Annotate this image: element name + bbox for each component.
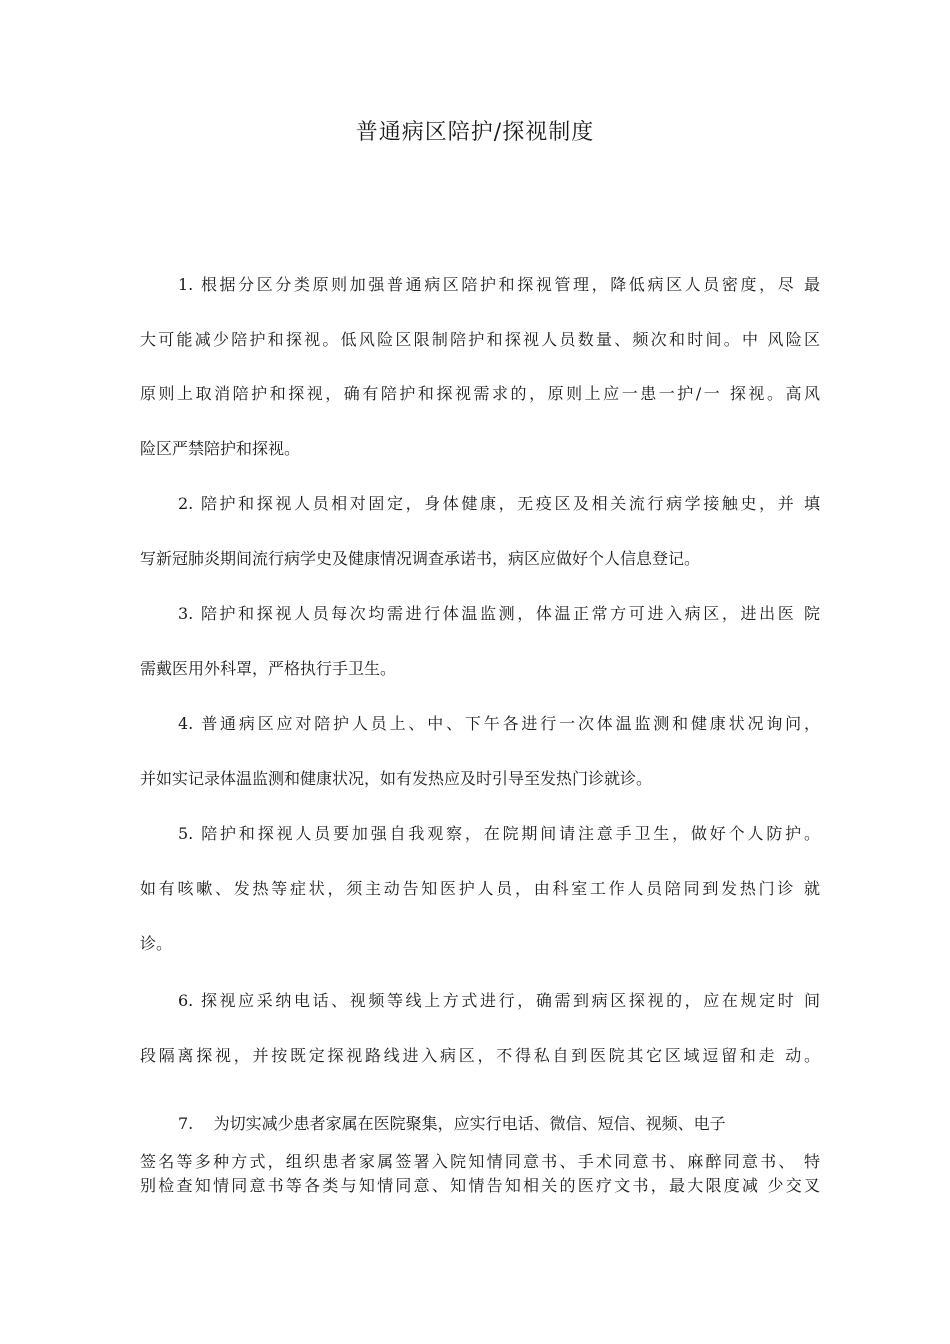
paragraph-6-line-2: 段隔离探视，并按既定探视路线进入病区，不得私自到医院其它区域逗留和走 动。 [140, 1046, 820, 1065]
paragraph-1-line-3: 原则上取消陪护和探视，确有陪护和探视需求的，原则上应一患一护/一 探视。高风 [140, 384, 820, 403]
document-title: 普通病区陪护/探视制度 [355, 120, 595, 145]
paragraph-1-line-1: 1. 根据分区分类原则加强普通病区陪护和探视管理，降低病区人员密度，尽 最 [178, 275, 820, 294]
paragraph-7-line-1: 7. 为切实减少患者家属在医院聚集，应实行电话、微信、短信、视频、电子 [178, 1114, 726, 1133]
paragraph-4-line-1: 4. 普通病区应对陪护人员上、中、下午各进行一次体温监测和健康状况询问， [178, 714, 820, 733]
paragraph-5-line-1: 5. 陪护和探视人员要加强自我观察，在院期间请注意手卫生，做好个人防护。 [178, 824, 820, 843]
paragraph-7-line-2: 签名等多种方式，组织患者家属签署入院知情同意书、手术同意书、麻醉同意书、 特 [140, 1152, 820, 1171]
paragraph-3-line-1: 3. 陪护和探视人员每次均需进行体温监测，体温正常方可进入病区，进出医 院 [178, 604, 820, 623]
paragraph-6-line-1: 6. 探视应采纳电话、视频等线上方式进行，确需到病区探视的，应在规定时 间 [178, 991, 820, 1010]
paragraph-2-line-1: 2. 陪护和探视人员相对固定，身体健康，无疫区及相关流行病学接触史，并 填 [178, 494, 820, 513]
paragraph-3-line-2: 需戴医用外科罩，严格执行手卫生。 [140, 659, 397, 678]
paragraph-1-line-4: 险区严禁陪护和探视。 [140, 439, 301, 458]
paragraph-5-line-2: 如有咳嗽、发热等症状，须主动告知医护人员，由科室工作人员陪同到发热门诊 就 [140, 879, 820, 898]
paragraph-5-line-3: 诊。 [140, 934, 173, 953]
paragraph-2-line-2: 写新冠肺炎期间流行病学史及健康情况调查承诺书，病区应做好个人信息登记。 [140, 549, 701, 568]
paragraph-4-line-2: 并如实记录体温监测和健康状况，如有发热应及时引导至发热门诊就诊。 [140, 769, 653, 788]
paragraph-1-line-2: 大可能减少陪护和探视。低风险区限制陪护和探视人员数量、频次和时间。中 风险区 [140, 330, 820, 349]
paragraph-7-line-3: 别检查知情同意书等各类与知情同意、知情告知相关的医疗文书，最大限度减 少交叉 [140, 1176, 820, 1195]
